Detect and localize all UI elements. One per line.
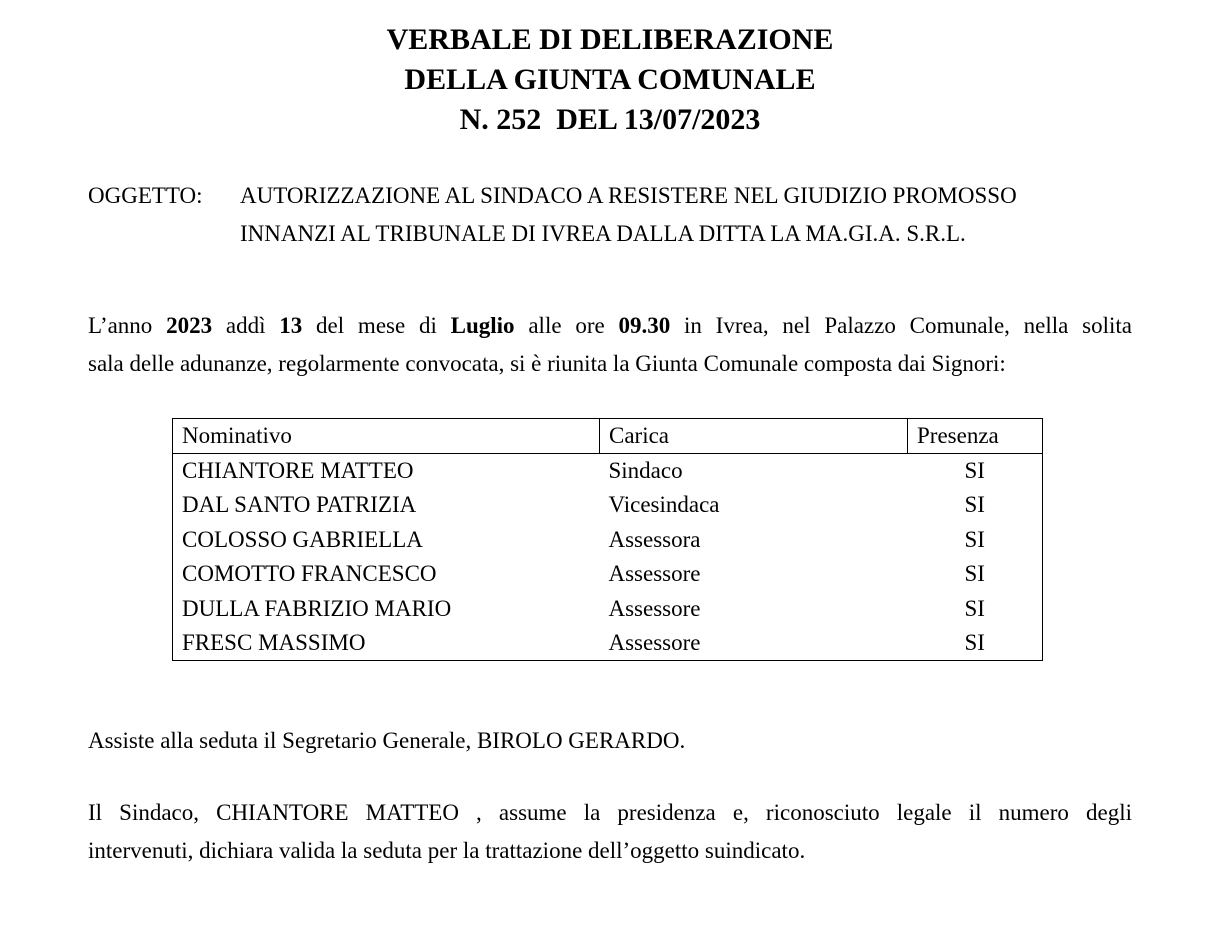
attendance-row	[173, 488, 1043, 523]
document-title	[88, 20, 1132, 140]
subject-line-2: INNANZI AL TRIBUNALE DI IVREA DALLA DITTA LA MA.GI.A. S.R.L.	[240, 221, 966, 246]
title-line-number-date: N. 252 DEL 13/07/2023	[459, 103, 761, 136]
attendee-name-cell: DULLA FABRIZIO MARIO	[182, 595, 452, 621]
session-intro-paragraph	[88, 307, 1132, 383]
attendee-presence-cell: SI	[964, 561, 985, 587]
attendance-header-row	[173, 419, 1043, 454]
session-day: 13	[279, 313, 303, 338]
header-presenza: Presenza	[908, 419, 1043, 454]
session-year: 2023	[166, 313, 213, 338]
attendee-role-cell: Assessore	[608, 630, 701, 655]
subject-section	[88, 177, 1132, 253]
intro-text: alle ore	[514, 313, 619, 338]
header-nominativo: Nominativo	[173, 419, 600, 454]
attendee-name-cell: DAL SANTO PATRIZIA	[182, 492, 417, 518]
attendee-name-cell: FRESC MASSIMO	[182, 630, 366, 655]
intro-text: addì	[212, 313, 280, 338]
attendance-row	[173, 523, 1043, 558]
subject-label: OGGETTO:	[88, 183, 203, 208]
attendee-role-cell: Assessore	[608, 561, 701, 587]
intro-text: L’anno	[88, 313, 167, 338]
attendance-row	[173, 557, 1043, 592]
title-line-2: DELLA GIUNTA COMUNALE	[404, 63, 816, 96]
attendee-name-cell: CHIANTORE MATTEO	[182, 458, 414, 483]
attendee-presence-cell: SI	[964, 595, 985, 621]
attendee-name-cell: COLOSSO GABRIELLA	[182, 526, 423, 552]
attendance-row	[173, 626, 1043, 661]
title-line-1: VERBALE DI DELIBERAZIONE	[386, 23, 834, 56]
session-month: Luglio	[450, 313, 515, 338]
closing-line-2: intervenuti, dichiara valida la seduta per la trattazione dell’oggetto suindicato.	[88, 838, 806, 863]
session-intro-line-2: sala delle adunanze, regolarmente convocata, si è riunita la Giunta Comunale composta dai Signori:	[88, 351, 1006, 376]
intro-text: del mese di	[302, 313, 451, 338]
attendee-role-cell: Sindaco	[608, 458, 683, 483]
attendee-role-cell: Assessore	[608, 595, 701, 621]
attendee-presence-cell: SI	[964, 458, 985, 483]
closing-line-1: Il Sindaco, CHIANTORE MATTEO , assume la presidenza e, riconosciuto legale il numero degli	[88, 800, 1132, 825]
attendance-row	[173, 592, 1043, 627]
subject-line-1: AUTORIZZAZIONE AL SINDACO A RESISTERE NEL GIUDIZIO PROMOSSO	[240, 183, 1017, 208]
attendance-table	[172, 418, 1043, 661]
intro-text: in Ivrea, nel Palazzo Comunale, nella solita	[670, 313, 1132, 338]
attendee-role-cell: Assessora	[608, 526, 701, 552]
closing-paragraph	[88, 794, 1132, 870]
attendance-row	[173, 454, 1043, 489]
subject-text	[240, 177, 1132, 253]
attendee-presence-cell: SI	[964, 526, 985, 552]
attendee-name-cell: COMOTTO FRANCESCO	[182, 561, 437, 587]
attendee-presence-cell: SI	[964, 630, 985, 655]
attendee-role-cell: Vicesindaca	[608, 492, 720, 518]
header-carica: Carica	[600, 419, 908, 454]
secretary-attendance-line: Assiste alla seduta il Segretario Generale, BIROLO GERARDO.	[88, 728, 686, 753]
session-intro-line-1	[88, 307, 1132, 345]
attendee-presence-cell: SI	[964, 492, 985, 518]
session-time: 09.30	[618, 313, 671, 338]
